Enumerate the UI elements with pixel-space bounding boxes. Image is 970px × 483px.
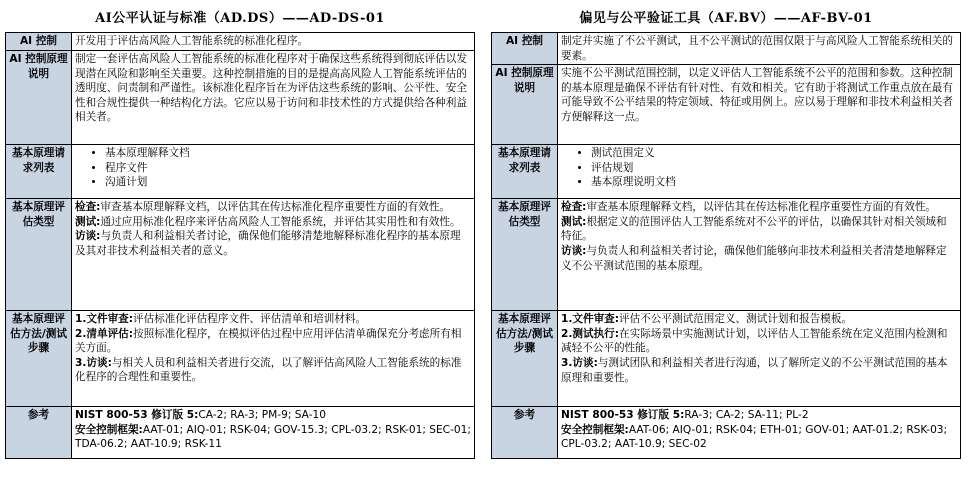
- item-text: 在实际场景中实施测试计划，以评估人工智能系统在定义范围内检测和减轻不公平的性能。: [561, 327, 948, 355]
- item-head: 3.访谈:: [561, 356, 598, 369]
- csf-reference: [75, 423, 471, 452]
- left-panel-title: AI公平认证与标准（AD.DS）——AD-DS-01: [95, 11, 385, 26]
- item-text: 按照标准化程序，在模拟评估过程中应用评估清单确保充分考虑所有相关方面。: [75, 327, 462, 355]
- row-assessment: [6, 199, 475, 311]
- item-head: NIST 800-53 修订版 5:: [75, 409, 199, 421]
- request-list: [561, 146, 957, 190]
- item-text: 与相关人员和利益相关者进行交流，以了解评估高风险人工智能系统的标准化程序的合理性和重要性。: [75, 356, 462, 384]
- assessment-item: [561, 244, 957, 273]
- label-requests: 基本原理请求列表: [492, 145, 558, 199]
- assessment-item: [561, 215, 957, 244]
- item-head: 访谈:: [561, 244, 587, 257]
- item-head: 安全控制框架:: [75, 423, 143, 436]
- label-assessment: 基本原理评估类型: [492, 199, 558, 311]
- item-text: 与负责人和利益相关者讨论，确保他们能够清楚地解释标准化程序的基本原理及其对非技术利益相关者的意义。: [75, 230, 461, 257]
- label-assessment: 基本原理评估类型: [6, 199, 72, 311]
- item-text: 与负责人和利益相关者讨论，确保他们能够向非技术利益相关者清楚地解释定义不公平测试范围的基本原理。: [561, 244, 947, 272]
- right-control-table: [491, 32, 961, 459]
- list-item: • 程序文件: [105, 161, 471, 176]
- csf-reference: [561, 423, 957, 452]
- item-head: 检查:: [75, 201, 101, 213]
- item-head: 1.文件审查:: [75, 313, 134, 325]
- row-method: [6, 311, 475, 407]
- row-principle: [492, 65, 961, 145]
- request-list: [75, 146, 471, 190]
- item-text: AAT-06; AIQ-01; RSK-04; ETH-01; GOV-01; AAT-01.2; RSK-03; CPL-03.2; AAT-10.9; SEC-02: [561, 423, 948, 451]
- item-text: AAT-01; AIQ-01; RSK-04; GOV-15.3; CPL-03.2; RSK-01; SEC-01; TDA-06.2; AAT-10.9; RSK-11: [75, 423, 471, 451]
- label-ai-control: AI 控制: [6, 33, 72, 51]
- item-text: 审查基本原理解释文档，以评估其在传达标准化程序重要性方面的有效性。: [586, 201, 937, 214]
- value-ai-control: 制定并实施了不公平测试，且不公平测试的范围仅限于与高风险人工智能系统相关的要素。: [558, 33, 961, 65]
- item-head: 测试:: [75, 215, 101, 228]
- method-item: [561, 327, 957, 356]
- right-panel-title: 偏见与公平验证工具（AF.BV）——AF-BV-01: [579, 11, 873, 26]
- row-ai-control: [6, 33, 475, 51]
- row-requests: [492, 145, 961, 199]
- item-head: 安全控制框架:: [561, 423, 629, 436]
- item-head: 2.清单评估:: [75, 327, 134, 340]
- right-panel: [491, 6, 961, 459]
- item-text: 评估不公平测试范围定义、测试计划和报告模板。: [619, 313, 853, 326]
- item-head: NIST 800-53 修订版 5:: [561, 409, 685, 422]
- label-method: 基本原理评估方法/测试步骤: [6, 311, 72, 407]
- list-item: • 基本原理解释文档: [105, 146, 471, 161]
- method-item: [75, 356, 471, 385]
- assessment-item: [75, 200, 471, 215]
- nist-reference: [561, 408, 957, 423]
- method-item: [75, 327, 471, 356]
- item-head: 1.文件审查:: [561, 313, 620, 326]
- label-reference: 参考: [6, 407, 72, 459]
- label-principle: AI 控制原理说明: [492, 65, 558, 145]
- method-item: [561, 356, 957, 385]
- row-reference: [6, 407, 475, 459]
- value-principle: 实施不公平测试范围控制，以定义评估人工智能系统不公平的范围和参数。这种控制的基本原理是确保不评估有针对性、有效和相关。它有助于将测试工作重点放在最有可能导致不公平结果的特定领域、特征或用例上。应以易于理解和非技术利益相关者方便解释这一点。: [558, 65, 961, 145]
- assessment-item: [561, 200, 957, 215]
- item-head: 2.测试执行:: [561, 327, 620, 340]
- item-text: 评估标准化评估程序文件、评估清单和培训材料。: [133, 313, 367, 325]
- row-principle: [6, 51, 475, 145]
- list-item: • 基本原理说明文档: [591, 175, 957, 190]
- assessment-item: [75, 215, 471, 230]
- item-head: 3.访谈:: [75, 356, 112, 369]
- row-assessment: [492, 199, 961, 311]
- label-principle: AI 控制原理说明: [6, 51, 72, 145]
- method-item: [75, 312, 471, 327]
- value-ai-control: 开发用于评估高风险人工智能系统的标准化程序。: [72, 33, 475, 51]
- row-method: [492, 311, 961, 407]
- list-item: • 评估规划: [591, 161, 957, 176]
- list-item: • 测试范围定义: [591, 146, 957, 161]
- item-text: RA-3; CA-2; SA-11; PL-2: [684, 409, 809, 422]
- row-reference: [492, 407, 961, 459]
- label-requests: 基本原理请求列表: [6, 145, 72, 199]
- row-requests: [6, 145, 475, 199]
- assessment-item: [75, 229, 471, 258]
- method-item: [561, 312, 957, 327]
- item-text: 通过应用标准化程序来评估高风险人工智能系统，并评估其实用性和有效性。: [100, 215, 461, 228]
- nist-reference: [75, 408, 471, 423]
- item-head: 测试:: [561, 215, 587, 228]
- value-principle: 制定一套评估高风险人工智能系统的标准化程序对于确保这些系统得到彻底评估以发现潜在风险和影响至关重要。这种控制措施的目的是提高高风险人工智能系统评估的透明度、问责制和严谨性。该标准化程序旨在为评估这些系统的影响、公平性、安全性和合规性提供一种结构化方法。它应以易于访问和非技术性的方式提供给各种利益相关者。: [72, 51, 475, 145]
- item-text: 根据定义的范围评估人工智能系统对不公平的评估，以确保其针对相关领域和特征。: [561, 215, 947, 243]
- item-head: 访谈:: [75, 230, 101, 243]
- list-item: • 沟通计划: [105, 175, 471, 190]
- label-method: 基本原理评估方法/测试步骤: [492, 311, 558, 407]
- row-ai-control: [492, 33, 961, 65]
- left-panel: [5, 6, 475, 459]
- item-text: CA-2; RA-3; PM-9; SA-10: [198, 409, 326, 421]
- item-text: 审查基本原理解释文档，以评估其在传达标准化程序重要性方面的有效性。: [100, 201, 451, 213]
- label-ai-control: AI 控制: [492, 33, 558, 65]
- item-text: 与测试团队和利益相关者进行沟通，以了解所定义的不公平测试范围的基本原理和重要性。: [561, 356, 948, 384]
- item-head: 检查:: [561, 201, 587, 214]
- left-control-table: [5, 32, 475, 459]
- label-reference: 参考: [492, 407, 558, 459]
